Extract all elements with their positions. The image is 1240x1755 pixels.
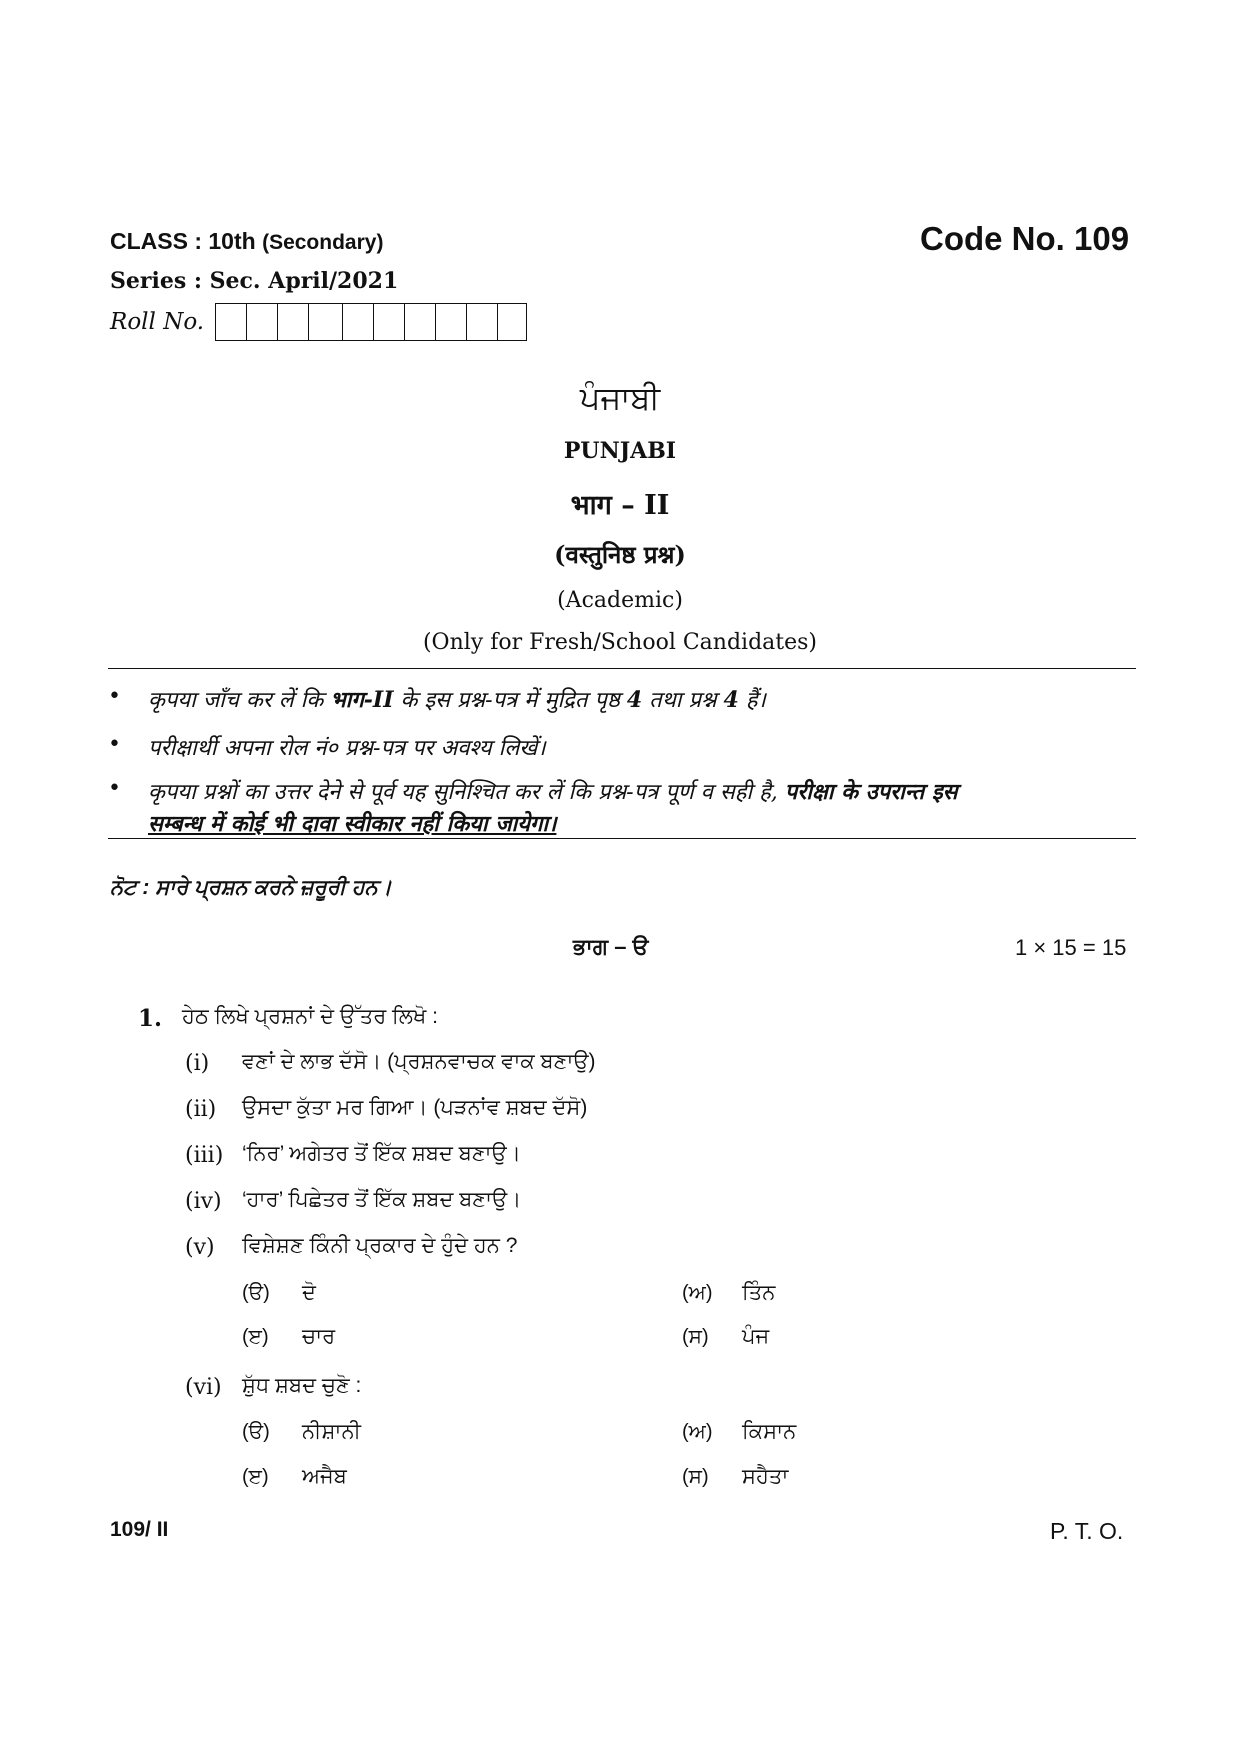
option-label: (ਸ) bbox=[682, 1466, 709, 1488]
subquestion-text: ਵਿਸ਼ੇਸ਼ਣ ਕਿੰਨੀ ਪ੍ਰਕਾਰ ਦੇ ਹੁੰਦੇ ਹਨ ? bbox=[242, 1234, 518, 1257]
objective-label: (वस्तुनिष्ठ प्रश्न) bbox=[554, 540, 686, 569]
roll-digit-box[interactable] bbox=[216, 304, 247, 340]
bullet-icon: • bbox=[108, 776, 121, 801]
option-label: (ੳ) bbox=[242, 1421, 270, 1443]
section-title: ਭਾਗ – ੳ bbox=[573, 934, 649, 959]
please-turn-over: P. T. O. bbox=[1050, 1518, 1124, 1544]
series-label: Series : Sec. April/2021 bbox=[110, 268, 399, 294]
subquestion-number: (vi) bbox=[185, 1375, 222, 1400]
code-number: Code No. 109 bbox=[920, 220, 1130, 257]
academic-label: (Academic) bbox=[557, 588, 683, 613]
candidates-label: (Only for Fresh/School Candidates) bbox=[422, 630, 818, 655]
divider bbox=[108, 838, 1136, 839]
roll-digit-box[interactable] bbox=[247, 304, 278, 340]
roll-digit-box[interactable] bbox=[467, 304, 498, 340]
question-number: 1. bbox=[138, 1005, 163, 1032]
instruction-text-bold: सम्बन्ध में कोई भी दावा स्वीकार नहीं किया जायेगा। bbox=[148, 811, 557, 837]
page-code: 109/ II bbox=[110, 1518, 169, 1541]
roll-digit-box[interactable] bbox=[343, 304, 374, 340]
subquestion-number: (v) bbox=[185, 1235, 215, 1260]
note-text: ਨੋਟ : ਸਾਰੇ ਪ੍ਰਸ਼ਨ ਕਰਨੇ ਜ਼ਰੂਰੀ ਹਨ। bbox=[110, 876, 392, 899]
instruction-text: परीक्षार्थी अपना रोल नं० प्रश्न-पत्र पर अवश्य लिखें। bbox=[148, 736, 546, 761]
option-label: (ੳ) bbox=[242, 1282, 270, 1304]
subquestion-text: ਵਣਾਂ ਦੇ ਲਾਭ ਦੱਸੋ। (ਪ੍ਰਸ਼ਨਵਾਚਕ ਵਾਕ ਬਣਾਉ) bbox=[242, 1050, 596, 1073]
option-label: (ਅ) bbox=[682, 1421, 713, 1443]
option-text: ਦੋ bbox=[302, 1281, 316, 1304]
subquestion-text: ਸ਼ੁੱਧ ਸ਼ਬਦ ਚੁਣੋ : bbox=[242, 1374, 362, 1397]
question-text: ਹੇਠ ਲਿਖੇ ਪ੍ਰਸ਼ਨਾਂ ਦੇ ਉੱਤਰ ਲਿਖੋ : bbox=[182, 1005, 438, 1028]
subject-title-english: PUNJABI bbox=[563, 438, 677, 464]
option-text: ਅਜੈਬ bbox=[302, 1465, 347, 1488]
subquestion-number: (ii) bbox=[185, 1097, 217, 1122]
subquestion-text: ‘ਨਿਰ’ ਅਗੇਤਰ ਤੋਂ ਇੱਕ ਸ਼ਬਦ ਬਣਾਉ। bbox=[242, 1142, 521, 1165]
option-text: ਕਿਸਾਨ bbox=[742, 1420, 797, 1443]
subquestion-number: (iii) bbox=[185, 1143, 224, 1168]
subquestion-text: ਉਸਦਾ ਕੁੱਤਾ ਮਰ ਗਿਆ। (ਪੜਨਾਂਵ ਸ਼ਬਦ ਦੱਸੋ) bbox=[242, 1096, 588, 1119]
roll-digit-box[interactable] bbox=[498, 304, 526, 340]
roll-digit-box[interactable] bbox=[405, 304, 436, 340]
bullet-icon: • bbox=[108, 732, 121, 757]
subject-title-punjabi: ਪੰਜਾਬੀ bbox=[579, 380, 661, 416]
option-label: (ੲ) bbox=[242, 1466, 269, 1488]
class-text: CLASS : 10th bbox=[110, 228, 256, 254]
option-text: ਪੰਜ bbox=[742, 1325, 770, 1348]
class-sub-text: (Secondary) bbox=[262, 231, 384, 254]
option-text: ਸਹੈਤਾ bbox=[742, 1465, 789, 1488]
option-label: (ਸ) bbox=[682, 1326, 709, 1348]
part-label: भाग – II bbox=[570, 490, 670, 521]
option-text: ਨੀਸ਼ਾਨੀ bbox=[302, 1420, 361, 1443]
roll-digit-box[interactable] bbox=[374, 304, 405, 340]
option-text: ਚਾਰ bbox=[302, 1325, 336, 1348]
roll-number-boxes[interactable] bbox=[215, 303, 527, 341]
option-text: ਤਿੰਨ bbox=[742, 1281, 776, 1304]
roll-digit-box[interactable] bbox=[436, 304, 467, 340]
option-label: (ੲ) bbox=[242, 1326, 269, 1348]
instruction-text: कृपया प्रश्नों का उत्तर देने से पूर्व यह सुनिश्चित कर लें कि प्रश्न-पत्र पूर्ण व सही है, परीक्षा के उपरान्त इस bbox=[148, 779, 958, 805]
subquestion-number: (i) bbox=[185, 1051, 210, 1076]
roll-digit-box[interactable] bbox=[278, 304, 309, 340]
roll-number-label: Roll No. bbox=[110, 309, 205, 335]
subquestion-text: ‘ਹਾਰ’ ਪਿਛੇਤਰ ਤੋਂ ਇੱਕ ਸ਼ਬਦ ਬਣਾਉ। bbox=[242, 1188, 522, 1211]
section-marks: 1 × 15 = 15 bbox=[1015, 935, 1127, 960]
subquestion-number: (iv) bbox=[185, 1189, 222, 1214]
bullet-icon: • bbox=[108, 684, 121, 709]
option-label: (ਅ) bbox=[682, 1282, 713, 1304]
class-label bbox=[110, 228, 383, 255]
instruction-text: कृपया जाँच कर लें कि भाग-II के इस प्रश्न-पत्र में मुद्रित पृष्ठ 4 तथा प्रश्न 4 हैं। bbox=[148, 687, 766, 713]
roll-digit-box[interactable] bbox=[309, 304, 343, 340]
divider bbox=[108, 668, 1136, 669]
